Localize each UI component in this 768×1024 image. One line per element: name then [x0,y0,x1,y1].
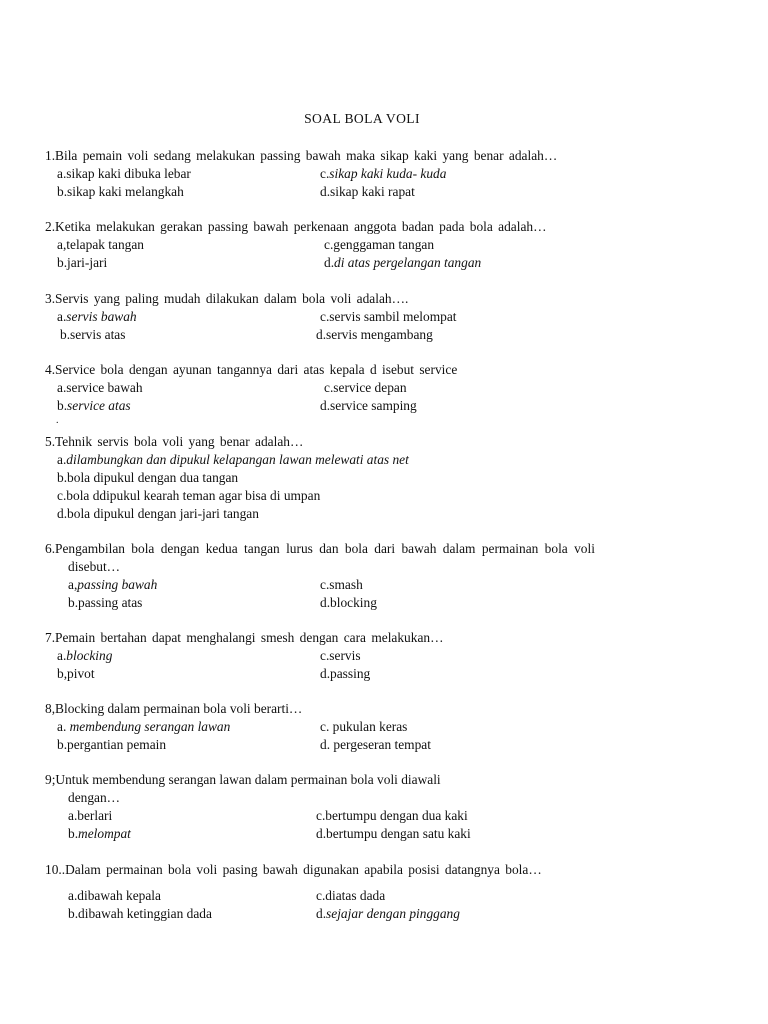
question-7-option-c: c.servis [320,648,361,663]
question-10-option-d: d.sejajar dengan pinggang [316,906,460,921]
question-6-option-d: d.blocking [320,595,377,610]
question-9-text: 9;Untuk membendung serangan lawan dalam permainan bola voli diawali [45,772,441,787]
question-10-option-a: a.dibawah kepala [68,888,161,903]
question-6-text: 6.Pengambilan bola dengan kedua tangan lurus dan bola dari bawah dalam permainan bola voli [45,541,595,556]
question-7-text: 7.Pemain bertahan dapat menghalangi smesh dengan cara melakukan… [45,630,444,645]
question-3-option-a: a.servis bawah [57,309,137,324]
question-9-continuation: dengan… [68,790,121,805]
question-8-option-b: b.pergantian pemain [57,737,167,752]
question-7-option-a: a.blocking [57,648,113,663]
question-1-text: 1.Bila pemain voli sedang melakukan passing bawah maka sikap kaki yang benar adalah… [45,148,558,163]
question-8-option-c: c. pukulan keras [320,719,408,734]
question-1-option-a: a.sikap kaki dibuka lebar [57,166,191,181]
question-8-text: 8,Blocking dalam permainan bola voli berarti… [45,701,303,716]
question-4-option-c: c.service depan [324,380,407,395]
question-2-option-b: b.jari-jari [57,255,108,270]
question-5-option-d: d.bola dipukul dengan jari-jari tangan [57,506,259,521]
question-3-option-d: d.servis mengambang [316,327,433,342]
question-2-option-c: c.genggaman tangan [324,237,435,252]
question-5-option-c: c.bola ddipukul kearah teman agar bisa di umpan [57,488,321,503]
question-7-option-b: b,pivot [57,666,95,681]
question-10-text: 10..Dalam permainan bola voli pasing bawah digunakan apabila posisi datangnya bola… [45,862,542,877]
question-9-option-c: c.bertumpu dengan dua kaki [316,808,468,823]
stray-dot: . [56,415,59,426]
question-4-text: 4.Service bola dengan ayunan tangannya dari atas kepala d isebut service [45,362,458,377]
question-1-option-c: c.sikap kaki kuda- kuda [320,166,447,181]
question-1-option-b: b.sikap kaki melangkah [57,184,184,199]
question-10-option-c: c.diatas dada [316,888,386,903]
question-1-option-d: d.sikap kaki rapat [320,184,415,199]
page-title: SOAL BOLA VOLI [304,111,420,126]
question-3-text: 3.Servis yang paling mudah dilakukan dalam bola voli adalah…. [45,291,409,306]
question-10-option-b: b.dibawah ketinggian dada [68,906,212,921]
question-2-text: 2.Ketika melakukan gerakan passing bawah perkenaan anggota badan pada bola adalah… [45,219,547,234]
question-4-option-a: a.service bawah [57,380,143,395]
question-4-option-d: d.service samping [320,398,417,413]
question-2-option-d: d.di atas pergelangan tangan [324,255,482,270]
question-3-option-b: b.servis atas [60,327,126,342]
question-9-option-b: b.melompat [68,826,131,841]
question-9-option-d: d.bertumpu dengan satu kaki [316,826,471,841]
question-4-option-b: b.service atas [57,398,131,413]
question-9-option-a: a.berlari [68,808,113,823]
question-8-option-d: d. pergeseran tempat [320,737,431,752]
question-6-continuation: disebut… [68,559,121,574]
question-5-text: 5.Tehnik servis bola voli yang benar adalah… [45,434,304,449]
question-6-option-b: b.passing atas [68,595,143,610]
question-7-option-d: d.passing [320,666,371,681]
question-6-option-c: c.smash [320,577,363,592]
question-8-option-a: a. membendung serangan lawan [57,719,231,734]
question-3-option-c: c.servis sambil melompat [320,309,457,324]
question-2-option-a: a,telapak tangan [57,237,144,252]
question-5-option-b: b.bola dipukul dengan dua tangan [57,470,239,485]
question-5-option-a: a.dilambungkan dan dipukul kelapangan lawan melewati atas net [57,452,409,467]
question-6-option-a: a,passing bawah [68,577,158,592]
